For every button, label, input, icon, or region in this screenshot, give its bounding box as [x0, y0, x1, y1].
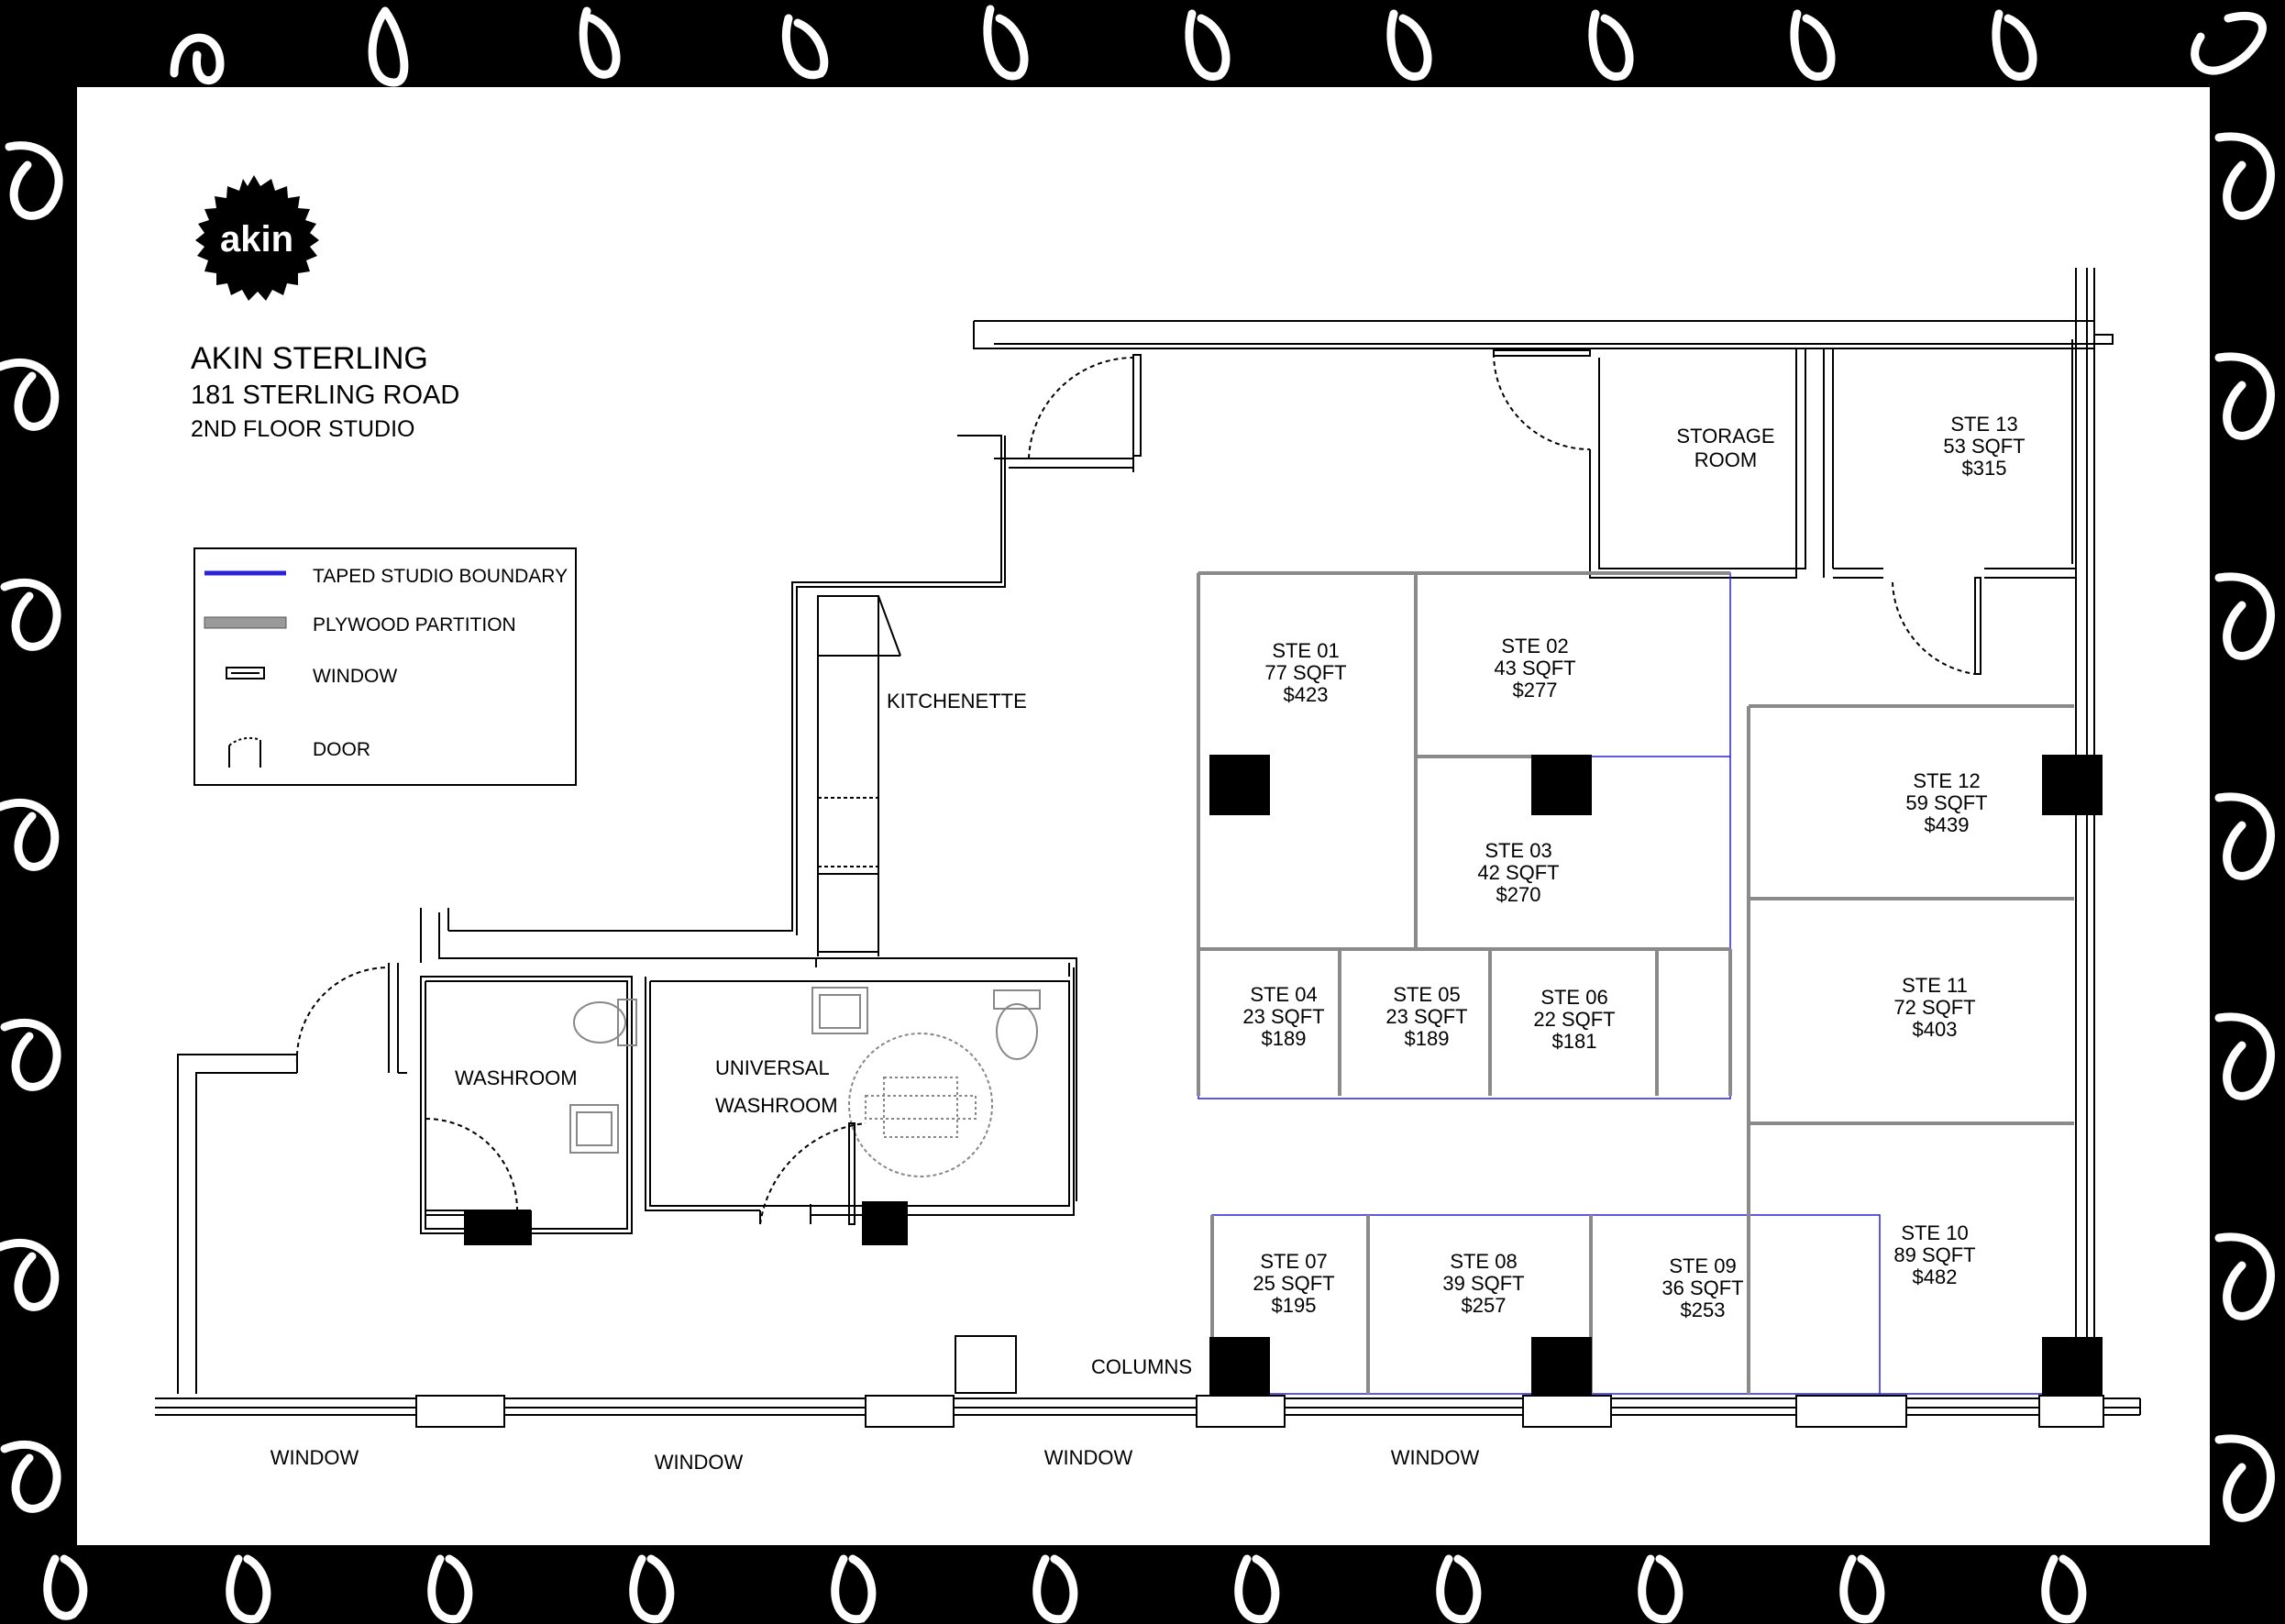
suite-ste-13[interactable] — [1943, 413, 2025, 480]
wheelchair-turning-circle — [849, 1033, 992, 1177]
legend-plywood-label: PLYWOOD PARTITION — [313, 614, 516, 635]
suite-area: 59 SQFT — [1905, 791, 1988, 814]
suite-price: $270 — [1496, 883, 1541, 906]
legend-window-label: WINDOW — [313, 666, 398, 687]
kitchenette-label: KITCHENETTE — [887, 690, 1027, 713]
doors — [297, 350, 1981, 1224]
suite-name: STE 11 — [1902, 974, 1968, 997]
suite-price: $439 — [1924, 813, 1970, 836]
suite-name: STE 07 — [1260, 1250, 1328, 1273]
legend-plywood-swatch — [204, 617, 286, 628]
suite-area: 72 SQFT — [1893, 996, 1976, 1019]
suite-area: 43 SQFT — [1494, 657, 1576, 679]
column — [1209, 1337, 1270, 1398]
window-label: WINDOW — [270, 1446, 359, 1469]
suite-ste-09[interactable] — [1661, 1254, 1743, 1321]
suite-ste-12[interactable] — [1905, 769, 1987, 836]
logo-text: akin — [219, 219, 294, 260]
universal-washroom-label: WASHROOM — [715, 1094, 838, 1117]
column — [862, 1201, 908, 1245]
suite-name: STE 06 — [1540, 986, 1608, 1009]
floor-plan-sheet — [77, 87, 2210, 1545]
storage-room-label: ROOM — [1694, 448, 1758, 471]
suite-area: 42 SQFT — [1477, 861, 1560, 884]
suite-ste-08[interactable] — [1442, 1250, 1524, 1317]
legend-door-label: DOOR — [313, 739, 370, 760]
suite-name: STE 09 — [1669, 1254, 1737, 1277]
suite-area: 89 SQFT — [1893, 1243, 1976, 1266]
suite-ste-06[interactable] — [1533, 986, 1615, 1053]
window-label: WINDOW — [654, 1451, 744, 1474]
column — [1531, 755, 1592, 815]
suite-name: STE 08 — [1450, 1250, 1518, 1273]
suite-name: STE 13 — [1950, 413, 2018, 436]
suite-area: 22 SQFT — [1533, 1008, 1616, 1031]
legend — [194, 548, 576, 785]
suite-price: $403 — [1912, 1018, 1958, 1041]
suite-price: $189 — [1404, 1027, 1450, 1050]
door-icon — [229, 738, 260, 768]
door-entry — [297, 967, 389, 1064]
column — [2042, 1337, 2103, 1398]
window-units — [416, 1396, 2103, 1427]
suite-area: 39 SQFT — [1442, 1272, 1525, 1295]
column — [464, 1210, 532, 1245]
washroom-label: WASHROOM — [455, 1066, 578, 1089]
room-labels — [455, 425, 1775, 1378]
akin-logo — [195, 175, 319, 301]
floor-line: 2ND FLOOR STUDIO — [191, 416, 415, 442]
suite-ste-03[interactable] — [1477, 839, 1559, 906]
suite-area: 25 SQFT — [1253, 1272, 1335, 1295]
window-label: WINDOW — [1390, 1446, 1480, 1469]
window-labels — [270, 1446, 1480, 1474]
suite-price: $253 — [1680, 1298, 1726, 1321]
suite-ste-05[interactable] — [1385, 983, 1467, 1050]
suite-labels — [1242, 413, 2025, 1321]
suite-name: STE 03 — [1485, 839, 1552, 862]
suite-price: $181 — [1551, 1030, 1597, 1053]
suite-price: $277 — [1512, 679, 1558, 702]
walls — [155, 268, 2140, 1415]
door-ste13 — [1893, 582, 1975, 674]
suite-ste-11[interactable] — [1893, 974, 1975, 1041]
suite-ste-07[interactable] — [1253, 1250, 1334, 1317]
storage-room-label: STORAGE — [1676, 425, 1775, 447]
suite-name: STE 01 — [1272, 639, 1340, 662]
legend-taped-boundary-label: TAPED STUDIO BOUNDARY — [313, 566, 568, 587]
suite-name: STE 05 — [1393, 983, 1461, 1006]
suite-price: $482 — [1912, 1265, 1958, 1288]
column — [1531, 1337, 1592, 1398]
universal-washroom-label: UNIVERSAL — [715, 1056, 830, 1079]
address-line: 181 STERLING ROAD — [191, 381, 460, 410]
fixtures — [570, 988, 1040, 1177]
suite-price: $189 — [1261, 1027, 1307, 1050]
suite-name: STE 10 — [1901, 1221, 1969, 1244]
suite-name: STE 04 — [1250, 983, 1318, 1006]
door-stair — [1029, 358, 1133, 458]
column-key-swatch — [955, 1336, 1016, 1393]
suite-price: $423 — [1283, 683, 1329, 706]
window-label: WINDOW — [1043, 1446, 1133, 1469]
suite-name: STE 12 — [1913, 769, 1981, 792]
suite-area: 36 SQFT — [1661, 1276, 1744, 1299]
suite-area: 77 SQFT — [1264, 661, 1347, 684]
suite-ste-10[interactable] — [1893, 1221, 1975, 1288]
suite-ste-04[interactable] — [1242, 983, 1324, 1050]
suite-area: 23 SQFT — [1242, 1005, 1325, 1028]
universal-toilet-icon — [994, 990, 1040, 1009]
floor-plan — [77, 87, 2210, 1545]
legend-window-swatch — [226, 668, 264, 679]
suite-area: 53 SQFT — [1943, 435, 2026, 458]
suite-price: $195 — [1271, 1294, 1317, 1317]
column — [2042, 755, 2103, 815]
suite-price: $257 — [1461, 1294, 1507, 1317]
door-storage — [1494, 353, 1590, 449]
column — [1209, 755, 1270, 815]
page-title: AKIN STERLING — [191, 341, 428, 376]
suite-area: 23 SQFT — [1385, 1005, 1468, 1028]
suite-ste-01[interactable] — [1264, 639, 1346, 706]
suite-ste-02[interactable] — [1494, 635, 1575, 702]
columns-label: COLUMNS — [1091, 1355, 1193, 1378]
door-washroom — [425, 1119, 517, 1210]
suite-name: STE 02 — [1501, 635, 1569, 657]
suite-price: $315 — [1961, 457, 2007, 480]
